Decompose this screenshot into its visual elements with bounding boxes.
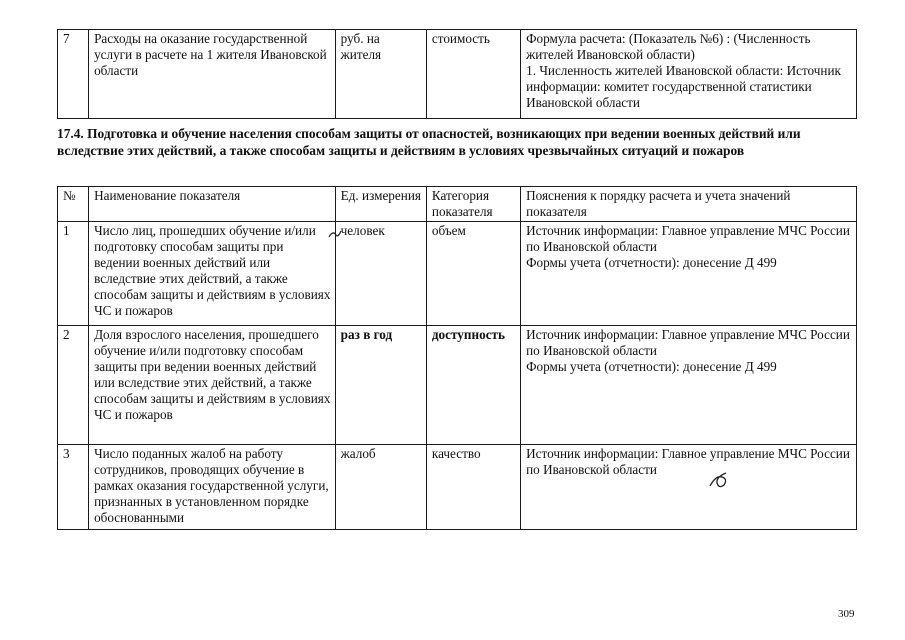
unit-cell: раз в год xyxy=(335,326,426,445)
explanation-line: Источник информации: Главное управление МЧС России по Ивановской области xyxy=(526,327,850,358)
explanation-cell xyxy=(521,30,857,119)
row-number: 1 xyxy=(58,222,89,326)
unit-cell: руб. на жителя xyxy=(335,30,426,119)
table-row xyxy=(58,326,857,445)
page-number: 309 xyxy=(838,608,855,620)
explanation-line: Источник информации: Главное управление МЧС России по Ивановской области xyxy=(526,223,850,254)
indicator-name: Расходы на оказание государственной услуги в расчете на 1 жителя Ивановской области xyxy=(89,30,336,119)
indicators-table xyxy=(57,186,857,530)
header-category: Категория показателя xyxy=(426,187,520,222)
explanation-cell xyxy=(521,326,857,445)
pen-scribble-mark xyxy=(708,471,732,491)
section-heading: 17.4. Подготовка и обучение населения способам защиты от опасностей, возникающих при ведении военных действий или вследствие этих действий, а также способам защиты и действиям в условиях чрезвычайных ситуаций и пожаров xyxy=(57,126,801,158)
category-cell: объем xyxy=(426,222,520,326)
top-table xyxy=(57,29,857,119)
indicator-name: Доля взрослого населения, прошедшего обучение и/или подготовку способам защиты при ведении военных действий или вследствие этих действий, а также способам защиты и действиям в условиях ЧС и пожаров xyxy=(89,326,336,445)
indicator-name: Число поданных жалоб на работу сотрудников, проводящих обучение в рамках оказания государственной услуги, признанных в установленном порядке обоснованными xyxy=(89,445,336,530)
unit-cell: человек xyxy=(335,222,426,326)
row-number: 7 xyxy=(58,30,89,119)
table-row xyxy=(58,222,857,326)
explanation-line: Формула расчета: (Показатель №6) : (Численность жителей Ивановской области) xyxy=(526,31,811,62)
category-cell: качество xyxy=(426,445,520,530)
table-header-row xyxy=(58,187,857,222)
header-num: № xyxy=(58,187,89,222)
explanation-line: Источник информации: Главное управление МЧС России по Ивановской области xyxy=(526,446,850,477)
category-cell: доступность xyxy=(426,326,520,445)
row-number: 2 xyxy=(58,326,89,445)
table-row xyxy=(58,445,857,530)
header-explanation: Пояснения к порядку расчета и учета значений показателя xyxy=(521,187,857,222)
header-unit: Ед. измерения xyxy=(335,187,426,222)
indicator-name: Число лиц, прошедших обучение и/или подготовку способам защиты при ведении военных действий или вследствие этих действий, а также способам защиты и действиям в условиях ЧС и пожаров xyxy=(89,222,336,326)
table-row xyxy=(58,30,857,119)
explanation-cell xyxy=(521,445,857,530)
explanation-line: Формы учета (отчетности): донесение Д 499 xyxy=(526,255,777,270)
header-name: Наименование показателя xyxy=(89,187,336,222)
unit-cell: жалоб xyxy=(335,445,426,530)
explanation-line: Формы учета (отчетности): донесение Д 499 xyxy=(526,359,777,374)
row-number: 3 xyxy=(58,445,89,530)
pen-tick-mark xyxy=(328,229,342,241)
category-cell: стоимость xyxy=(426,30,520,119)
explanation-cell xyxy=(521,222,857,326)
explanation-line: 1. Численность жителей Ивановской области: Источник информации: комитет государственной статистики Ивановской области xyxy=(526,63,841,110)
